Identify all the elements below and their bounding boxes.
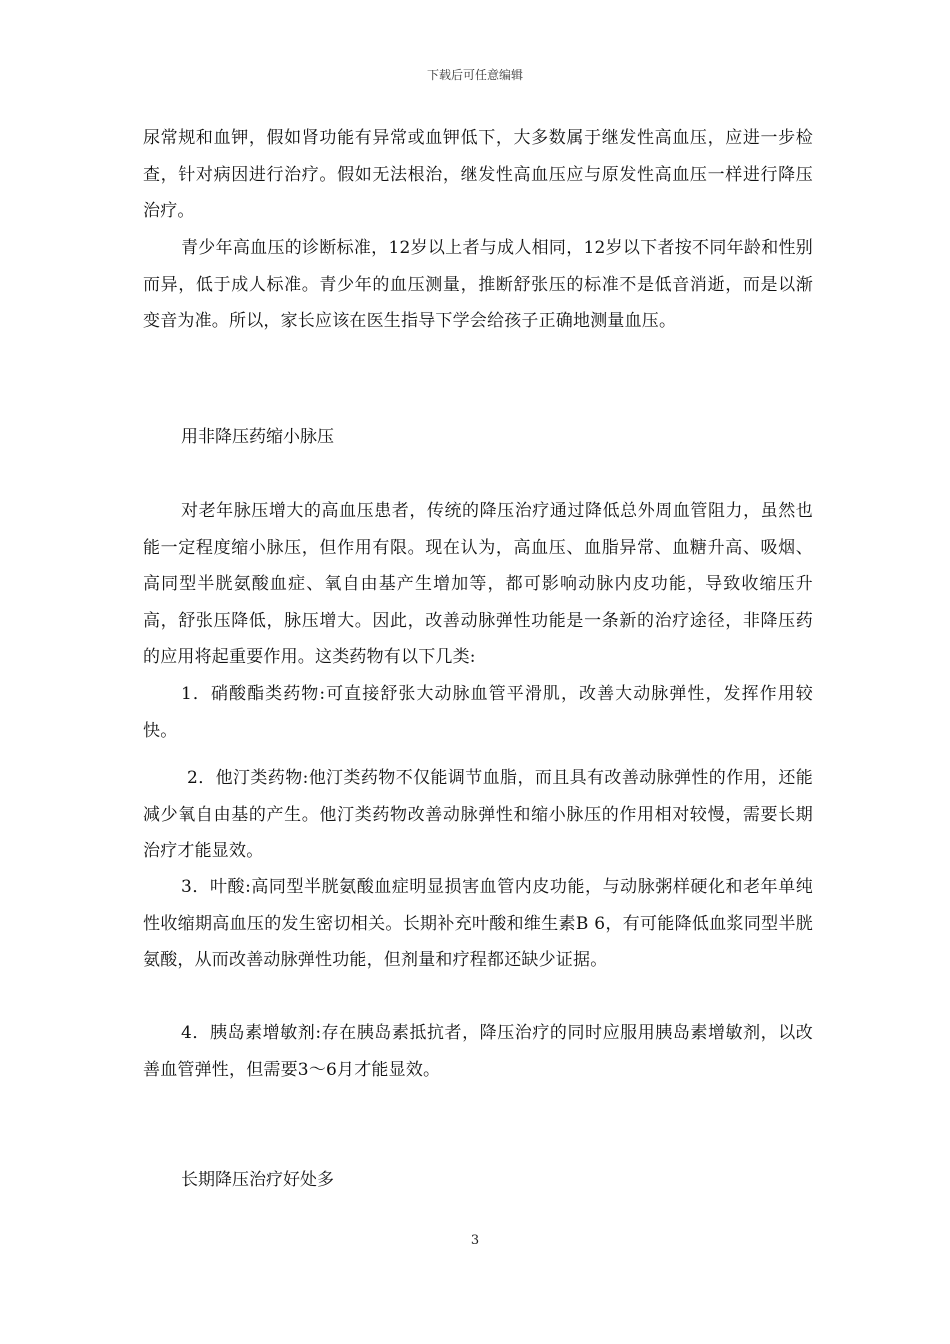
list-item-insulin-sensitizer: 4．胰岛素增敏剂:存在胰岛素抵抗者，降压治疗的同时应服用胰岛素增敏剂，以改善血管弹性，但需要3～6月才能显效。 bbox=[143, 1023, 813, 1080]
paragraph-continued: 尿常规和血钾，假如肾功能有异常或血钾低下，大多数属于继发性高血压，应进一步检查，针对病因进行治疗。假如无法根治，继发性高血压应与原发性高血压一样进行降压治疗。 bbox=[143, 128, 813, 221]
section-heading-pulse-pressure: 用非降压药缩小脉压 bbox=[181, 427, 334, 447]
list-item-folic-acid: 3．叶酸:高同型半胱氨酸血症明显损害血管内皮功能，与动脉粥样硬化和老年单纯性收缩期高血压的发生密切相关。长期补充叶酸和维生素B 6，有可能降低血浆同型半胱氨酸，从而改善动脉弹性功能，但剂量和疗程都还缺少证据。 bbox=[143, 877, 813, 970]
paragraph-elderly-pulse-pressure: 对老年脉压增大的高血压患者，传统的降压治疗通过降低总外周血管阻力，虽然也能一定程度缩小脉压，但作用有限。现在认为，高血压、血脂异常、血糖升高、吸烟、高同型半胱氨酸血症、氧自由基产生增加等，都可影响动脉内皮功能，导致收缩压升高，舒张压降低，脉压增大。因此，改善动脉弹性功能是一条新的治疗途径，非降压药的应用将起重要作用。这类药物有以下几类: bbox=[143, 501, 813, 667]
page-number: 3 bbox=[470, 1233, 480, 1248]
list-item-statins: 2．他汀类药物:他汀类药物不仅能调节血脂，而且具有改善动脉弹性的作用，还能减少氧自由基的产生。他汀类药物改善动脉弹性和缩小脉压的作用相对较慢，需要长期治疗才能显效。 bbox=[143, 768, 813, 861]
section-heading-long-term-treatment: 长期降压治疗好处多 bbox=[181, 1170, 334, 1190]
list-item-nitrates: 1．硝酸酯类药物:可直接舒张大动脉血管平滑肌，改善大动脉弹性，发挥作用较快。 bbox=[143, 684, 813, 741]
paragraph-youth-hypertension: 青少年高血压的诊断标准，12岁以上者与成人相同，12岁以下者按不同年龄和性别而异，低于成人标准。青少年的血压测量，推断舒张压的标准不是低音消逝，而是以渐变音为准。所以，家长应该在医生指导下学会给孩子正确地测量血压。 bbox=[143, 238, 813, 331]
page-header: 下载后可任意编辑 bbox=[426, 68, 523, 82]
